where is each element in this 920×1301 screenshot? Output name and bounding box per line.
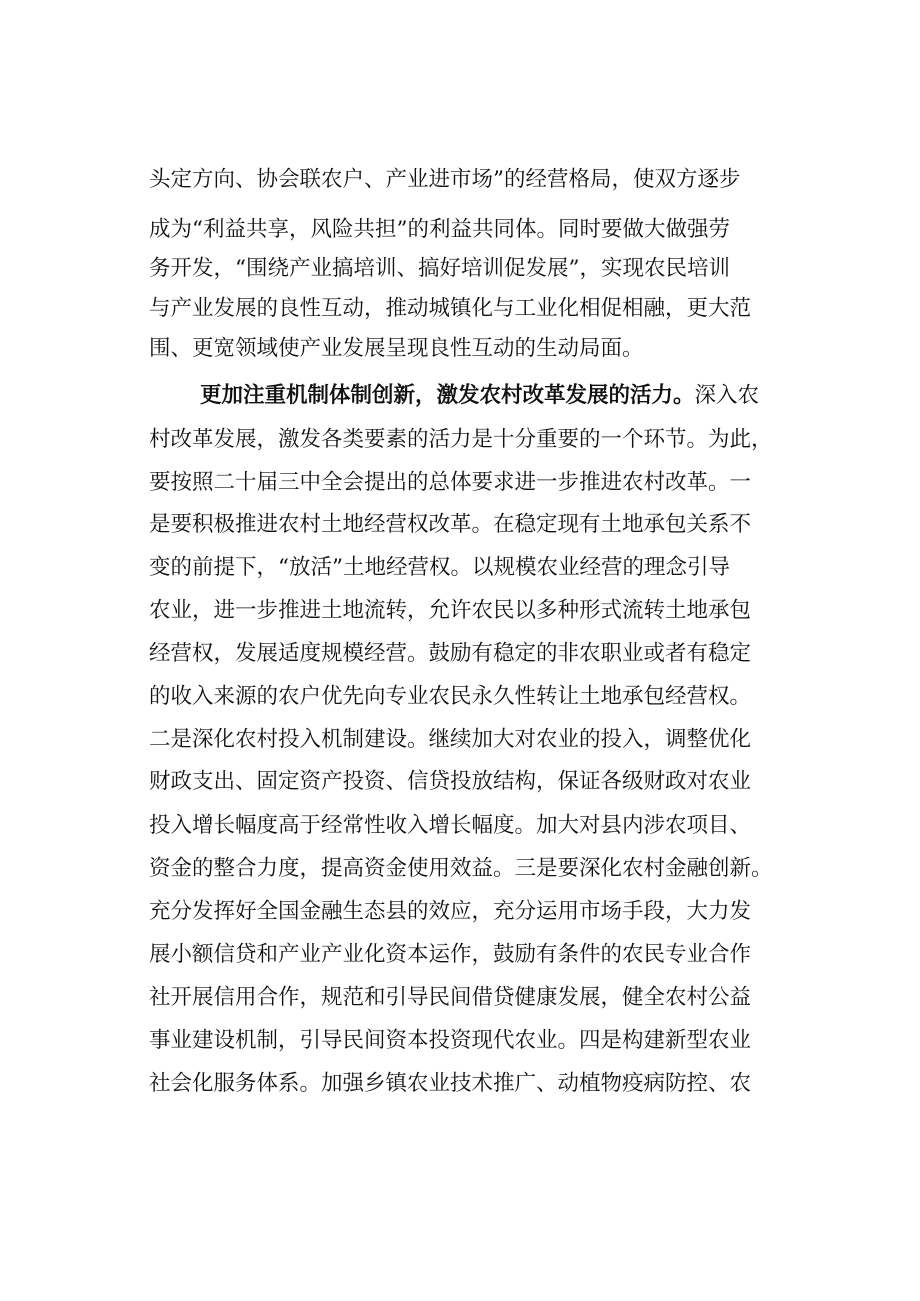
paragraph-1-line-4: 与产业发展的良性互动，推动城镇化与工业化相促相融，更大范 [149, 296, 752, 321]
paragraph-2-line-13: 充分发挥好全国金融生态县的效应，充分运用市场手段，大力发 [149, 899, 752, 924]
paragraph-1-line-2: 成为“利益共享，风险共担”的利益共同体。同时要做大做强劳 [149, 217, 730, 242]
paragraph-2-line-17: 社会化服务体系。加强乡镇农业技术推广、动植物疫病防控、农 [149, 1071, 752, 1096]
paragraph-1-line-1: 头定方向、协会联农户、产业进市场”的经营格局，使双方逐步 [149, 167, 741, 192]
paragraph-2-line-3: 要按照二十届三中全会提出的总体要求进一步推进农村改革。一 [149, 470, 752, 495]
paragraph-2-line-16: 事业建设机制，引导民间资本投资现代农业。四是构建新型农业 [149, 1028, 752, 1053]
paragraph-2-line-2: 村改革发展，激发各类要素的活力是十分重要的一个环节。为此， [149, 427, 773, 452]
paragraph-2-line-14: 展小额信贷和产业产业化资本运作，鼓励有条件的农民专业合作 [149, 942, 752, 967]
paragraph-2-line-12: 资金的整合力度，提高资金使用效益。三是要深化农村金融创新。 [149, 856, 773, 881]
paragraph-2-line-10: 财政支出、固定资产投资、信贷投放结构，保证各级财政对农业 [149, 769, 752, 794]
paragraph-2-line-8: 的收入来源的农户优先向专业农民永久性转让土地承包经营权。 [149, 684, 752, 709]
paragraph-1-line-5: 围、更宽领域使产业发展呈现良性互动的生动局面。 [149, 336, 644, 361]
paragraph-2-line-5: 变的前提下，“放活”土地经营权。以规模农业经营的理念引导 [149, 555, 730, 580]
paragraph-2-first-line-rest: 深入农 [694, 383, 760, 408]
paragraph-2-line-9: 二是深化农村投入机制建设。继续加大对农业的投入，调整优化 [149, 727, 752, 752]
section-heading: 更加注重机制体制创新，激发农村改革发展的活力。 [200, 383, 695, 408]
paragraph-2-line-15: 社开展信用合作，规范和引导民间借贷健康发展，健全农村公益 [149, 985, 752, 1010]
paragraph-2-line-11: 投入增长幅度高于经常性收入增长幅度。加大对县内涉农项目、 [149, 813, 752, 838]
paragraph-1-line-3: 务开发，“围绕产业搞培训、搞好培训促发展”，实现农民培训 [149, 256, 730, 281]
paragraph-2-line-6: 农业，进一步推进土地流转，允许农民以多种形式流转土地承包 [149, 598, 752, 623]
paragraph-2-line-4: 是要积极推进农村土地经营权改革。在稳定现有土地承包关系不 [149, 512, 752, 537]
paragraph-2-line-7: 经营权，发展适度规模经营。鼓励有稳定的非农职业或者有稳定 [149, 641, 752, 666]
paragraph-2-line-1 [200, 376, 809, 416]
